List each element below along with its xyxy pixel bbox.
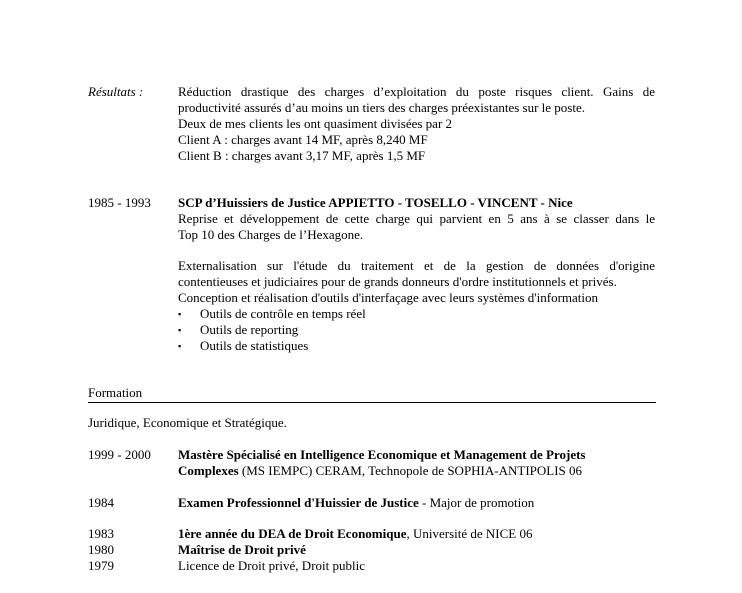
scp-p2-line-3: Conception et réalisation d'outils d'interfaçage avec leurs systèmes d'information xyxy=(178,290,599,305)
results-line-1: Réduction drastique des charges d’exploitation du poste risques client. Gains de xyxy=(178,84,655,99)
formation-degree: Complexes xyxy=(178,463,239,478)
square-bullet-icon: ▪ xyxy=(178,341,182,351)
formation-entry xyxy=(178,542,655,558)
scp-p1-line-2: Top 10 des Charges de l’Hexagone. xyxy=(178,227,364,242)
section-divider xyxy=(88,402,656,403)
formation-detail: , Université de NICE 06 xyxy=(406,526,533,541)
bullet-text: Outils de reporting xyxy=(200,322,299,337)
bullet-text: Outils de contrôle en temps réel xyxy=(200,306,366,321)
formation-degree: Examen Professionnel d'Huissier de Justice xyxy=(178,495,419,510)
formation-degree: Mastère Spécialisé en Intelligence Economique et Management de Projets xyxy=(178,447,586,462)
scp-title xyxy=(178,195,655,211)
scp-title-text: SCP d’Huissiers de Justice APPIETTO - TOSELLO - VINCENT - Nice xyxy=(178,195,573,210)
bullet-text: Outils de statistiques xyxy=(200,338,309,353)
square-bullet-icon: ▪ xyxy=(178,325,182,335)
list-item xyxy=(178,322,298,338)
section-heading-formation: Formation xyxy=(88,385,143,400)
formation-entry-line-2 xyxy=(178,463,655,479)
formation-detail: Licence de Droit privé, Droit public xyxy=(178,558,365,573)
formation-year: 1980 xyxy=(88,542,114,557)
results-line-5: Client B : charges avant 3,17 MF, après 1,5 MF xyxy=(178,148,426,163)
formation-entry xyxy=(178,558,655,574)
formation-entry-line-1 xyxy=(178,447,655,463)
formation-year: 1999 - 2000 xyxy=(88,447,151,462)
formation-year: 1984 xyxy=(88,495,114,510)
results-label: Résultats : xyxy=(88,84,144,99)
formation-degree: 1ère année du DEA de Droit Economique xyxy=(178,526,407,541)
results-line-3: Deux de mes clients les ont quasiment divisées par 2 xyxy=(178,116,453,131)
results-line-2: productivité assurés d’au moins un tiers des charges préexistantes sur le poste. xyxy=(178,100,585,115)
formation-detail: - Major de promotion xyxy=(418,495,535,510)
list-item xyxy=(178,306,366,322)
formation-year: 1979 xyxy=(88,558,114,573)
formation-degree: Maîtrise de Droit privé xyxy=(178,542,306,557)
formation-entry xyxy=(178,526,655,542)
list-item xyxy=(178,338,308,354)
scp-p2-line-2: contentieuses et judiciaires pour de grands donneurs d'ordre institutionnels et privés. xyxy=(178,274,617,289)
formation-year: 1983 xyxy=(88,526,114,541)
scp-p2-line-1: Externalisation sur l'étude du traitement et de la gestion de données d'origine xyxy=(178,258,655,273)
formation-subtitle: Juridique, Economique et Stratégique. xyxy=(88,415,287,430)
formation-detail: (MS IEMPC) CERAM, Technopole de SOPHIA-ANTIPOLIS 06 xyxy=(238,463,583,478)
scp-p1-line-1: Reprise et développement de cette charge qui parvient en 5 ans à se classer dans le xyxy=(178,211,655,226)
formation-entry xyxy=(178,495,655,511)
results-line-4: Client A : charges avant 14 MF, après 8,240 MF xyxy=(178,132,428,147)
square-bullet-icon: ▪ xyxy=(178,309,182,319)
scp-years: 1985 - 1993 xyxy=(88,195,151,210)
